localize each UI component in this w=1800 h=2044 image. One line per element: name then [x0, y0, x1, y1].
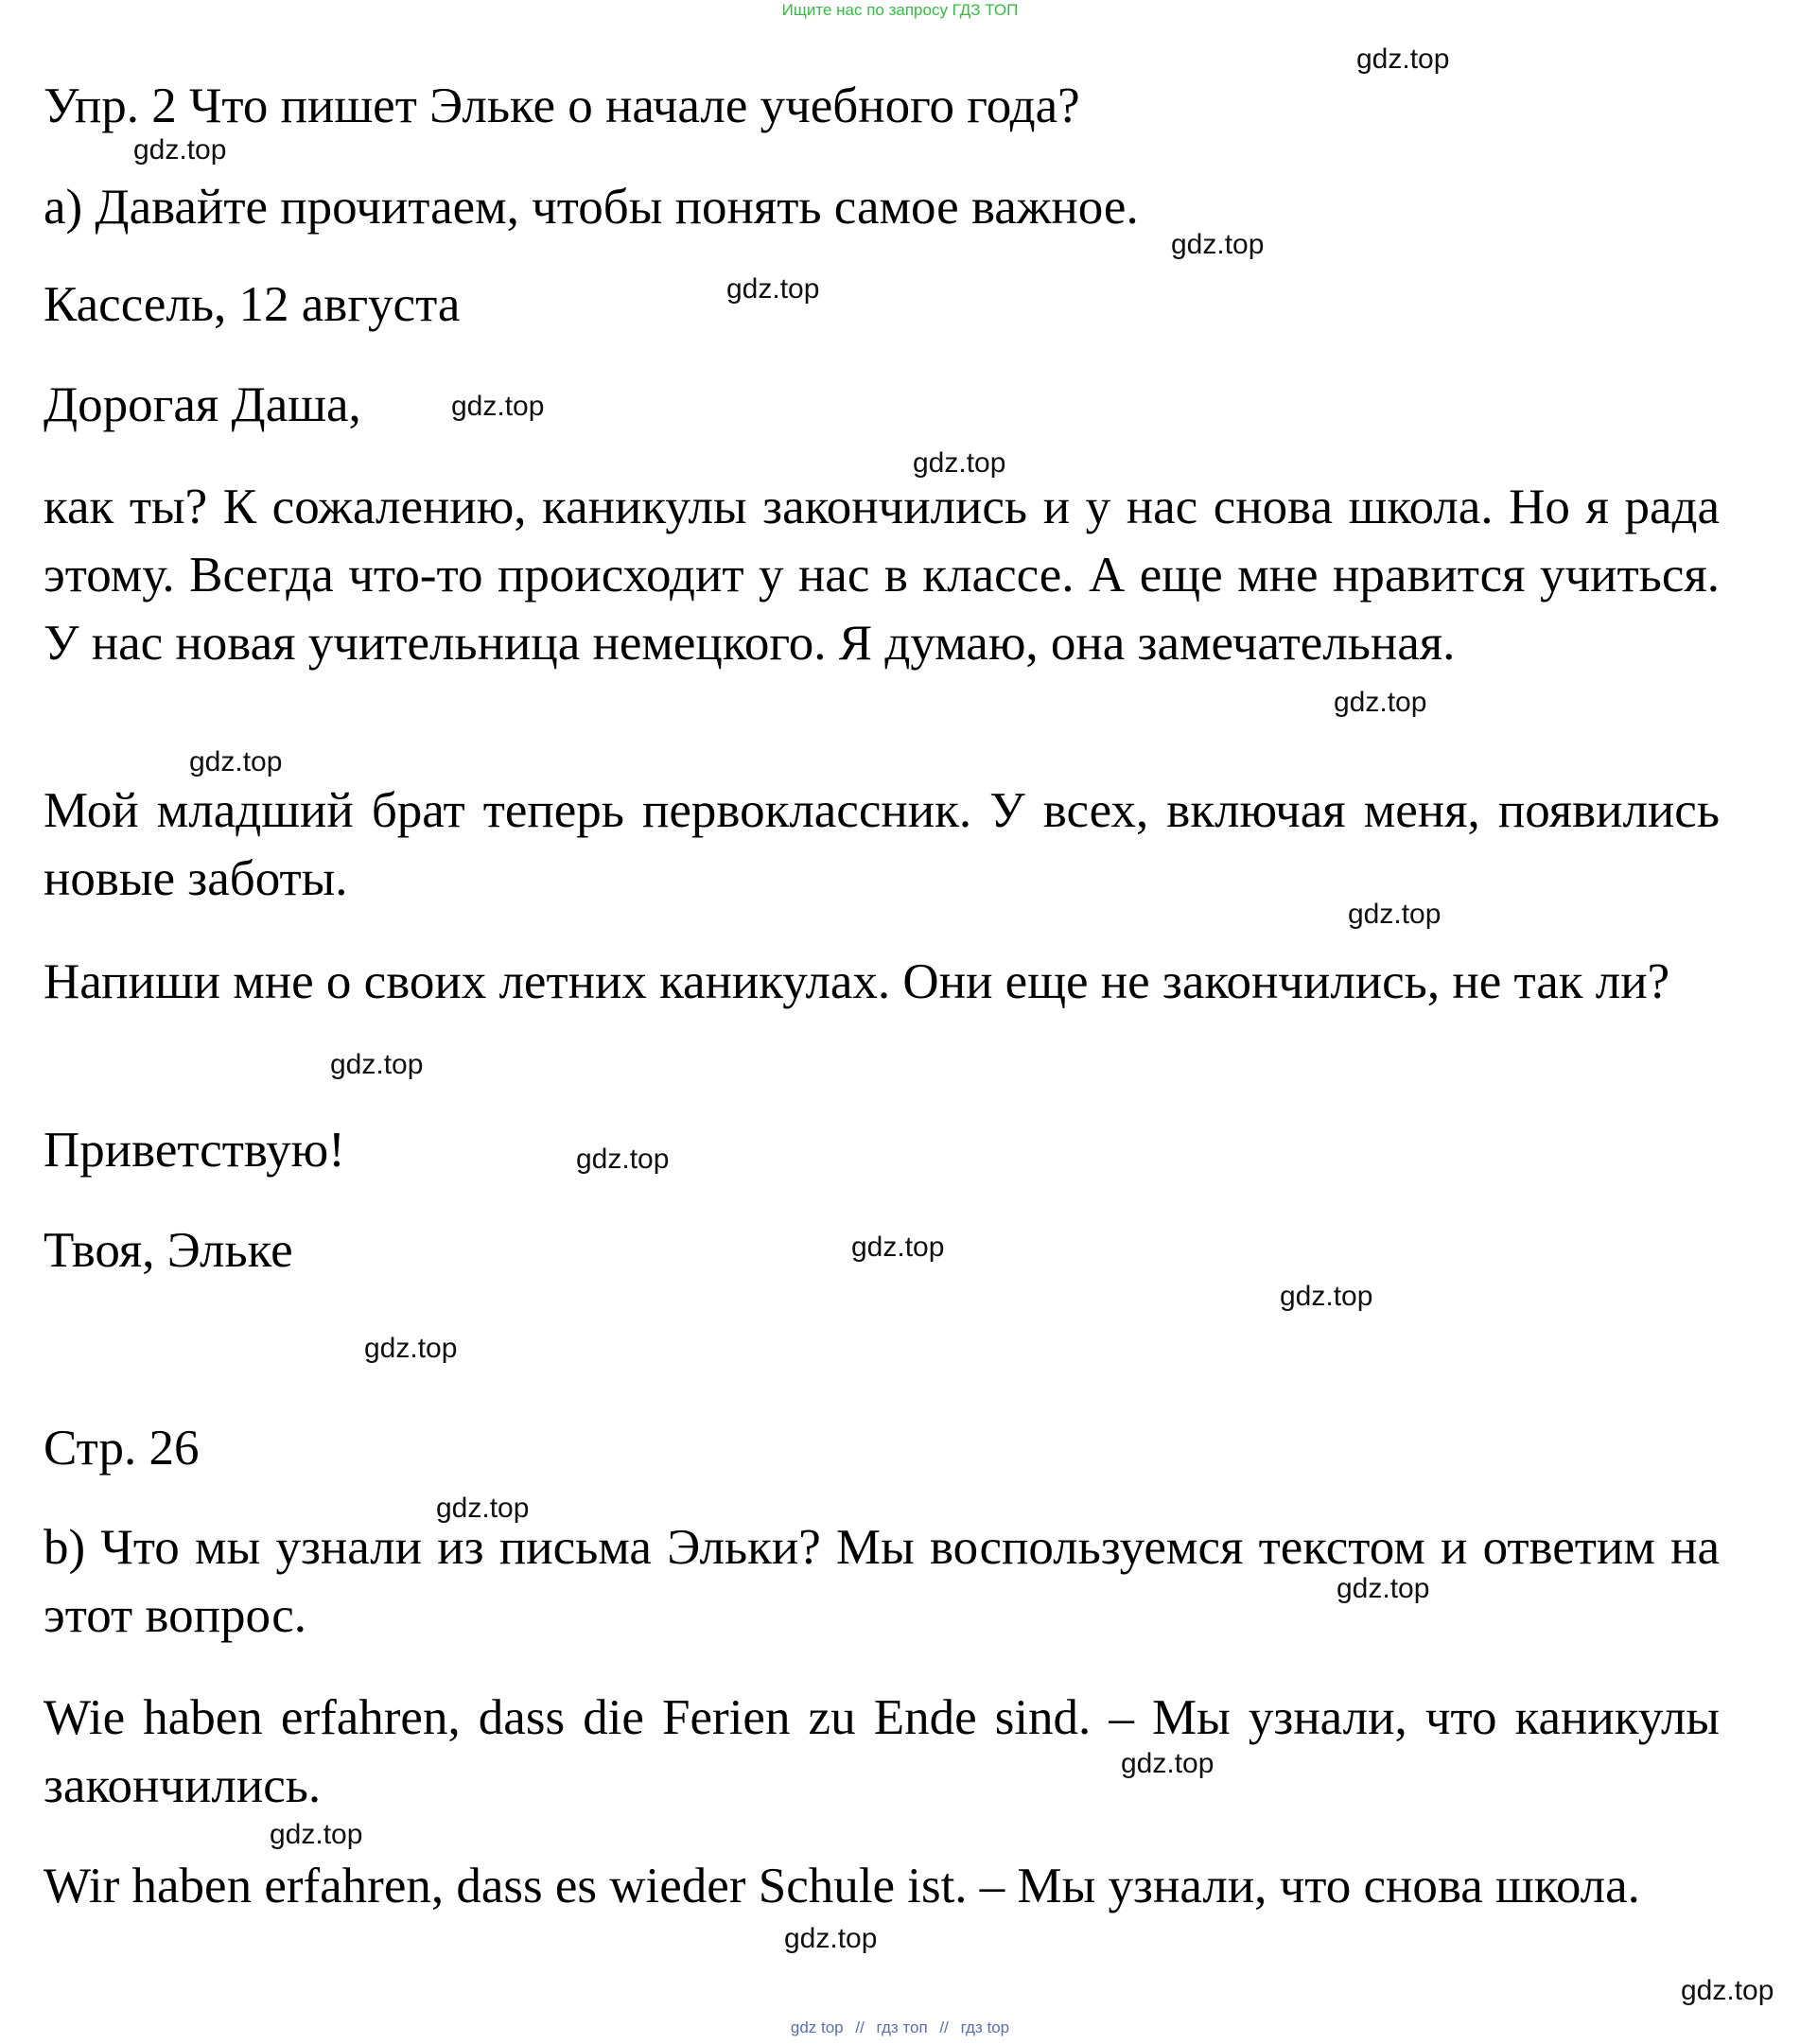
- watermark: gdz.top: [436, 1493, 530, 1524]
- letter-paragraph-1: как ты? К сожалению, каникулы закончились и у нас снова школа. Но я рада этому. Всегда что-то происходит у нас в классе. А еще мне нравится учиться. У нас новая учительница немецкого. Я думаю, она замечательная.: [44, 480, 1720, 671]
- watermark: gdz.top: [451, 391, 545, 422]
- page-reference: Стр. 26: [44, 1421, 200, 1476]
- watermark: gdz.top: [851, 1232, 945, 1263]
- watermark: gdz.top: [1121, 1748, 1215, 1779]
- answer-2: Wir haben erfahren, dass es wieder Schule ist. – Мы узнали, что снова школа.: [44, 1859, 1640, 1913]
- letter-greeting: Дорогая Даша,: [44, 377, 361, 432]
- watermark: gdz.top: [270, 1819, 363, 1850]
- watermark: gdz.top: [330, 1049, 424, 1080]
- watermark: gdz.top: [913, 447, 1006, 479]
- footer-separator: //: [939, 2018, 949, 2036]
- letter-paragraph-2: Мой младший брат теперь первоклассник. У всех, включая меня, появились новые заботы.: [44, 783, 1720, 906]
- letter-closing: Приветствую!: [44, 1123, 345, 1178]
- letter-paragraph-3: Напиши мне о своих летних каникулах. Они еще не закончились, не так ли?: [44, 954, 1670, 1009]
- watermark: gdz.top: [1356, 44, 1450, 75]
- watermark: gdz.top: [1681, 1975, 1774, 2006]
- watermark: gdz.top: [726, 273, 820, 305]
- watermark: gdz.top: [1334, 687, 1427, 718]
- watermark: gdz.top: [1280, 1281, 1373, 1312]
- watermark: gdz.top: [576, 1144, 670, 1175]
- watermark: gdz.top: [1348, 899, 1442, 930]
- footer-item: gdz top: [790, 2018, 844, 2036]
- watermark: gdz.top: [133, 134, 227, 166]
- watermark: gdz.top: [189, 746, 283, 777]
- answer-1: Wie haben erfahren, dass die Ferien zu Ende sind. – Мы узнали, что каникулы закончились.: [44, 1690, 1720, 1813]
- task-a: а) Давайте прочитаем, чтобы понять самое важное.: [44, 180, 1139, 235]
- exercise-title: Упр. 2 Что пишет Эльке о начале учебного года?: [44, 79, 1080, 133]
- footer-item: гдз top: [960, 2018, 1010, 2036]
- top-banner: Ищите нас по запросу ГДЗ ТОП: [781, 1, 1019, 19]
- footer: [0, 2018, 1800, 2037]
- footer-separator: //: [855, 2018, 865, 2036]
- watermark: gdz.top: [364, 1333, 458, 1364]
- footer-item: гдз топ: [876, 2018, 928, 2036]
- watermark: gdz.top: [784, 1923, 878, 1954]
- watermark: gdz.top: [1337, 1573, 1430, 1604]
- task-b: b) Что мы узнали из письма Эльки? Мы воспользуемся текстом и ответим на этот вопрос.: [44, 1520, 1720, 1643]
- letter-place-date: Кассель, 12 августа: [44, 277, 461, 332]
- watermark: gdz.top: [1171, 229, 1265, 260]
- letter-signature: Твоя, Эльке: [44, 1223, 293, 1278]
